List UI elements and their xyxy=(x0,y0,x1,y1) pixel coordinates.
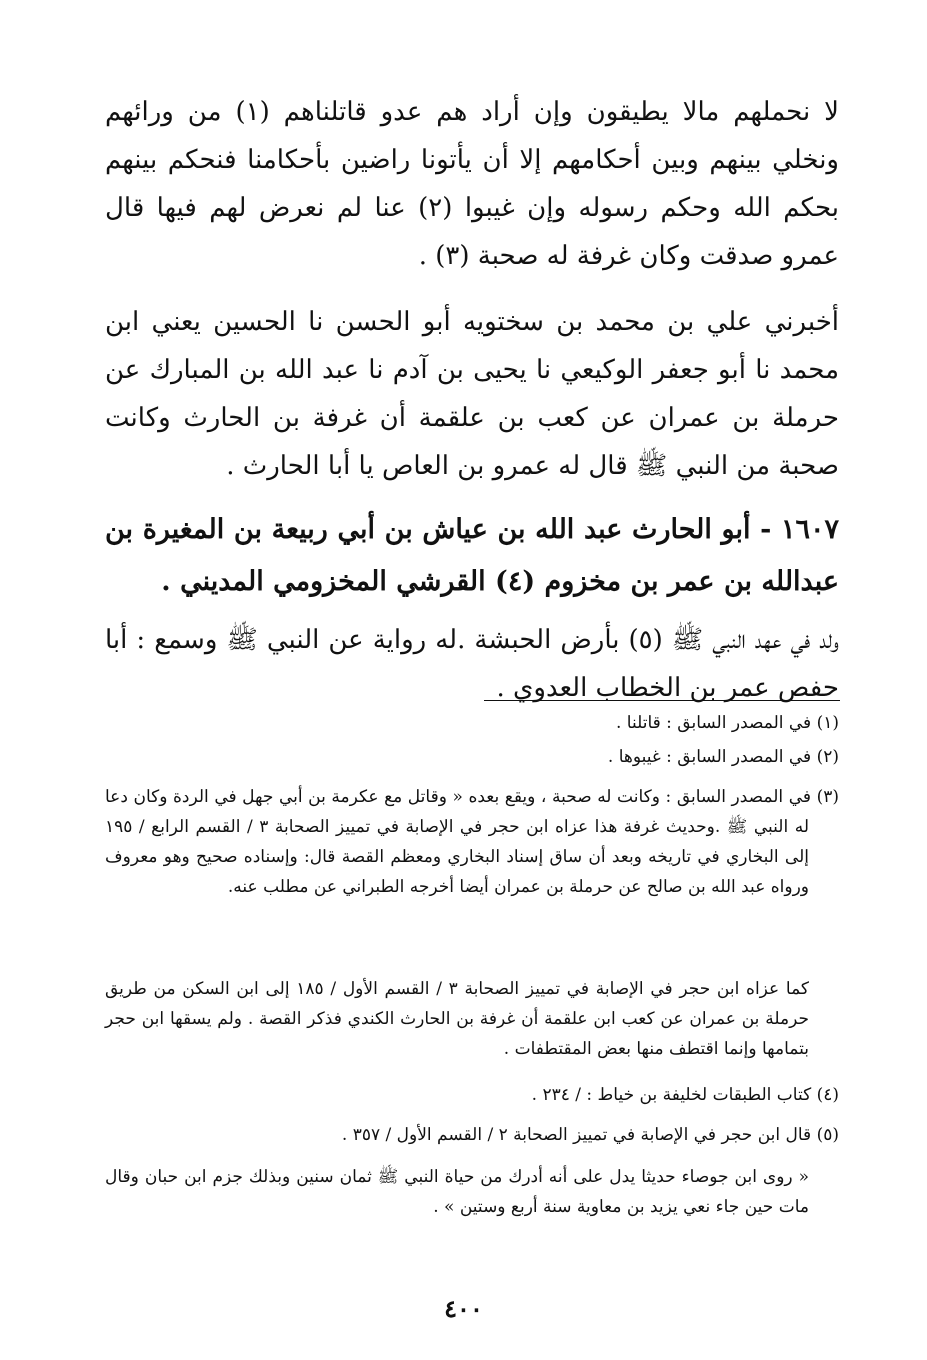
footnote-4: (٤) كتاب الطبقات لخليفة بن خياط : / ٢٣٤ . xyxy=(531,1085,839,1105)
body-paragraph-2: أخبرني علي بن محمد بن سختويه أبو الحسن نا الحسين يعني ابن محمد نا أبو جعفر الوكيعي نا يحيى بن آدم نا عبد الله بن المبارك عن حرملة بن عمران عن كعب بن علقمة أن غرفة بن الحارث وكانت صحبة من النبي ﷺ قال له عمرو بن العاص يا أبا الحارث . xyxy=(105,307,839,481)
footnote-3-continuation: كما عزاه ابن حجر في الإصابة في تمييز الصحابة ٣ / القسم الأول / ١٨٥ إلى ابن السكن من طريق حرملة بن عمران عن كعب ابن علقمة أن غرفة بن الحارث الكندي فذكر القصة . ولم يسقها ابن حجر بتمامها وإنما اقتطف منها بعض المقتطفات . xyxy=(105,979,809,1059)
main-text xyxy=(105,88,839,712)
body-paragraph-3: ولد في عهد النبي ﷺ (٥) بأرض الحبشة .له رواية عن النبي ﷺ وسمع : أبا حفص عمر بن الخطاب العدوي . xyxy=(105,625,839,703)
footnote-1: (١) في المصدر السابق : قاتلنا . xyxy=(615,713,839,733)
footnote-2: (٢) في المصدر السابق : غيبوها . xyxy=(607,747,839,767)
footnote-separator xyxy=(484,700,840,701)
page-number: ٤٠٠ xyxy=(444,1294,483,1323)
body-paragraph-1: لا نحملهم مالا يطيقون وإن أراد هم عدو قاتلناهم (١) من ورائهم ونخلي بينهم وبين أحكامهم إلا أن يأتونا راضين بأحكامنا فنحكم بينهم بحكم الله وحكم رسوله وإن غيبوا (٢) عنا لم نعرض لهم فيها قال عمرو صدقت وكان غرفة له صحبة (٣) . xyxy=(105,97,839,271)
footnote-3: (٣) في المصدر السابق : وكانت له صحبة ، ويقع بعده « وقاتل مع عكرمة بن أبي جهل في الردة وكان دعا له النبي ﷺ .وحديث غرفة هذا عزاه ابن حجر في الإصابة في تمييز الصحابة ٣ / القسم الرابع / ١٩٥ إلى البخاري في تاريخه وبعد أن ساق إسناد البخاري ومعظم القصة قال: وإسناده صحيح وهو معروف ورواه عبد الله بن صالح عن حرملة بن عمران أيضا أخرجه الطبراني عن مطلب عنه. xyxy=(105,787,839,897)
footnote-5: (٥) قال ابن حجر في الإصابة في تمييز الصحابة ٢ / القسم الأول / ٣٥٧ . xyxy=(341,1125,839,1145)
biography-entry-heading: ١٦٠٧ - أبو الحارث عبد الله بن عياش بن أبي ربيعة بن المغيرة بن عبدالله بن عمر بن مخزوم (٤) القرشي المخزومي المديني . xyxy=(105,514,839,597)
footnote-5-quote: « روى ابن جوصاء حديثا يدل على أنه أدرك من حياة النبي ﷺ ثمان سنين وبذلك جزم ابن حبان وقال مات حين جاء نعي يزيد بن معاوية سنة أربع وستين » . xyxy=(105,1167,809,1217)
footnotes xyxy=(105,708,839,1222)
